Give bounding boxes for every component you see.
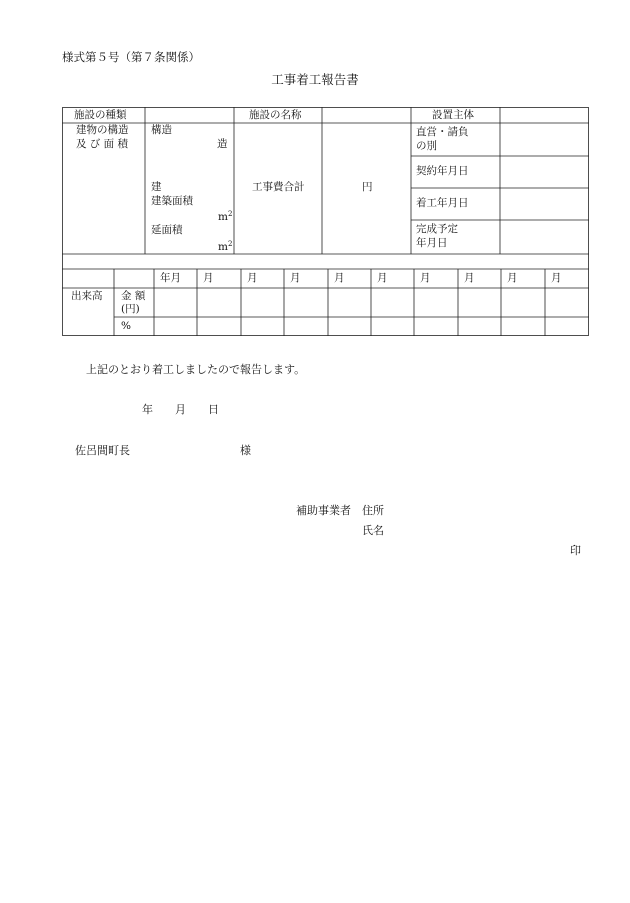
applicant-label: 補助事業者 [296, 504, 351, 517]
output-label: 出来高 [71, 290, 103, 302]
amount-label-line1: 金 額 [121, 290, 146, 302]
date-month: 月 [175, 403, 186, 416]
structure-label-line1: 建物の構造 [76, 124, 129, 136]
date-line [142, 401, 219, 417]
amount-label-line2: (円) [121, 303, 140, 315]
installer-label: 設置主体 [432, 109, 474, 121]
completion-label-line2: 年月日 [416, 237, 448, 249]
completion-label-line1: 完成予定 [416, 223, 458, 235]
month-label: 月 [464, 272, 475, 284]
month-label: 月 [377, 272, 388, 284]
date-day: 日 [208, 403, 219, 416]
seal-label: 印 [570, 544, 581, 557]
structure-ken: 建 [151, 181, 162, 193]
statement-text: 上記のとおり着工しましたので報告します。 [86, 363, 306, 376]
name-label: 氏名 [362, 524, 384, 537]
document-title: 工事着工報告書 [271, 72, 359, 87]
structure-label-line2: 及 び 面 積 [76, 138, 129, 150]
contract-date-label: 契約年月日 [416, 165, 469, 177]
addressee: 佐呂間町長 [75, 444, 130, 457]
month-label: 月 [247, 272, 258, 284]
month-label: 月 [507, 272, 518, 284]
honorific: 様 [240, 444, 251, 457]
direct-contract-label-line1: 直営・請負 [416, 126, 469, 138]
address-label: 住所 [362, 504, 384, 517]
direct-contract-label-line2: の別 [416, 140, 437, 152]
month-label: 月 [203, 272, 214, 284]
structure-kozo: 構造 [151, 124, 172, 136]
month-label: 月 [420, 272, 431, 284]
month-label: 月 [290, 272, 301, 284]
total-cost-unit: 円 [362, 181, 373, 193]
percent-label: % [121, 320, 131, 332]
year-month-label: 年月 [160, 272, 181, 284]
floor-area-unit: $m^2$ [218, 240, 233, 253]
form-number: 様式第５号（第７条関係） [62, 50, 200, 64]
date-year: 年 [142, 403, 153, 416]
floor-area-label: 延面積 [151, 224, 183, 236]
total-cost-label: 工事費合計 [252, 181, 305, 193]
report-table [62, 107, 590, 337]
building-area-unit: $m^2$ [218, 210, 233, 223]
start-date-label: 着工年月日 [416, 197, 469, 209]
building-area-label: 建築面積 [151, 195, 193, 207]
facility-name-label: 施設の名称 [249, 109, 302, 121]
facility-type-label: 施設の種類 [74, 109, 127, 121]
month-label: 月 [551, 272, 562, 284]
month-label: 月 [334, 272, 345, 284]
structure-zo: 造 [217, 138, 228, 150]
